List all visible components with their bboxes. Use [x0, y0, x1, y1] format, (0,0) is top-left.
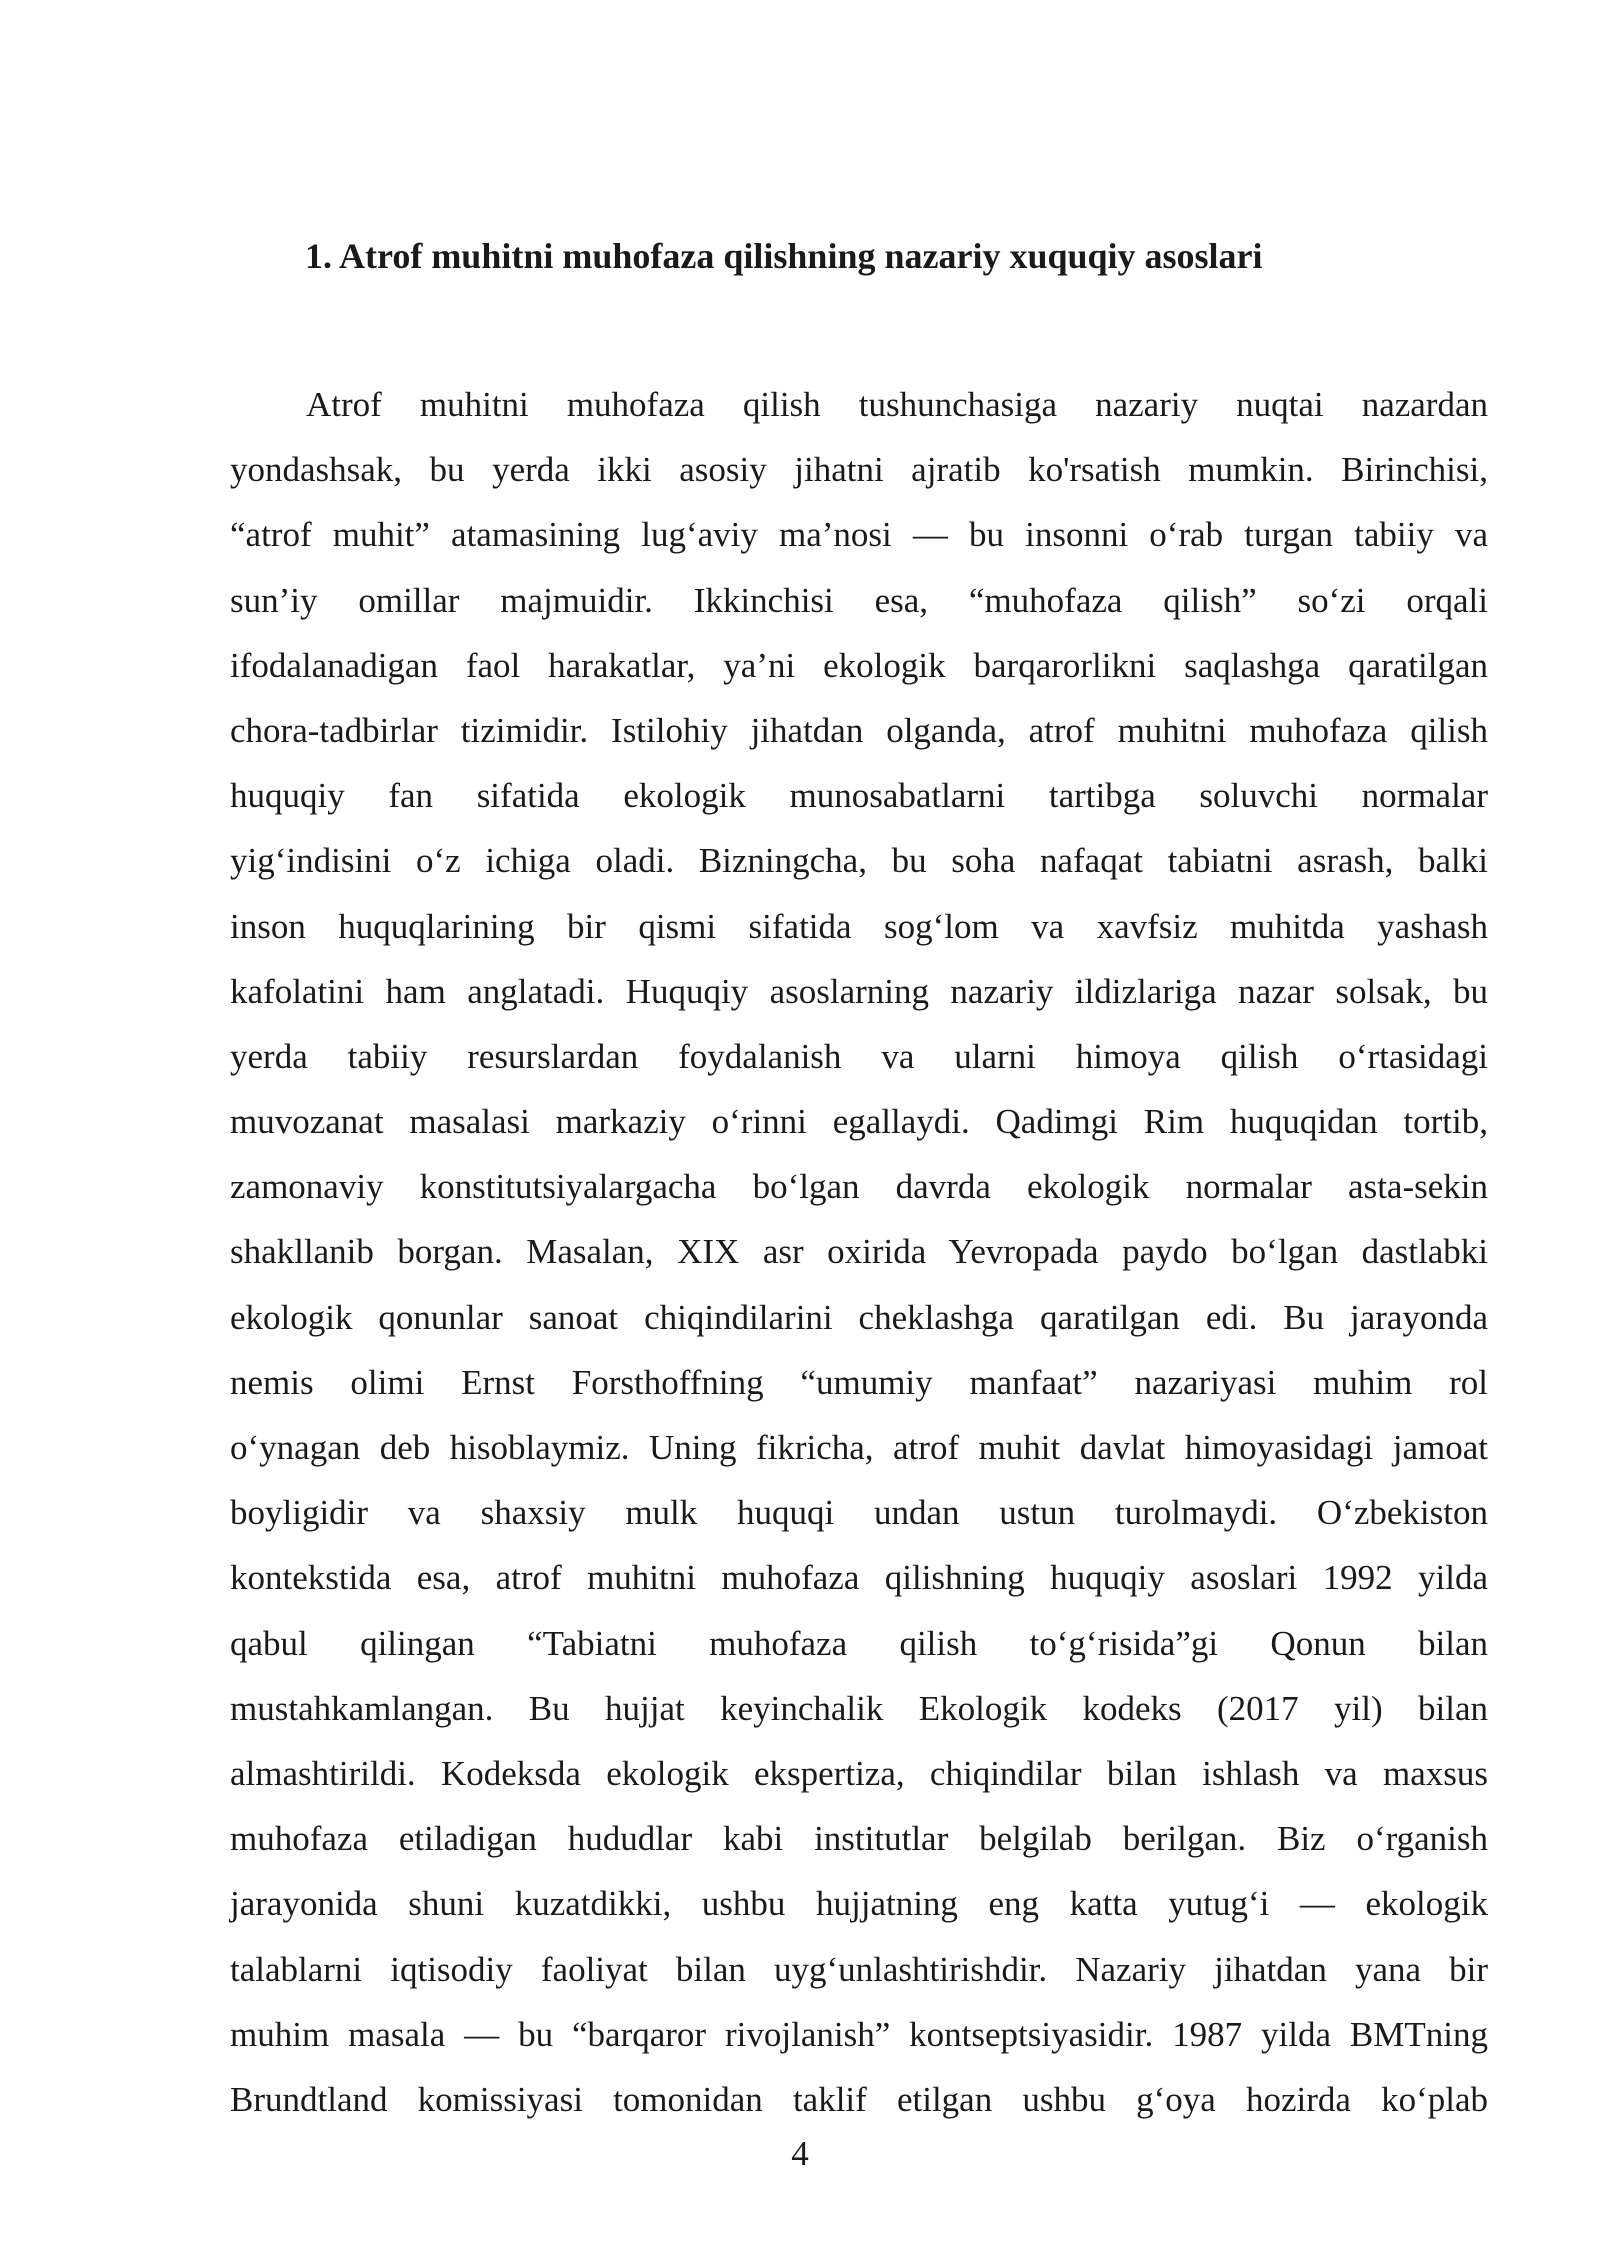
paragraph-line: mustahkamlangan. Bu hujjat keyinchalik Ekologik kodeks (2017 yil) bilan	[230, 1688, 1488, 1728]
paragraph-line: kontekstida esa, atrof muhitni muhofaza qilishning huquqiy asoslari 1992 yilda	[230, 1558, 1488, 1598]
body-paragraph	[230, 380, 1488, 2140]
paragraph-line: muhim masala — bu “barqaror rivojlanish” kontseptsiyasidir. 1987 yilda BMTning	[230, 2014, 1488, 2054]
paragraph-line: muvozanat masalasi markaziy o‘rinni egallaydi. Qadimgi Rim huquqidan tortib,	[230, 1102, 1488, 1142]
paragraph-line: Brundtland komissiyasi tomonidan taklif etilgan ushbu g‘oya hozirda ko‘plab	[230, 2079, 1488, 2119]
paragraph-line: o‘ynagan deb hisoblaymiz. Uning fikricha, atrof muhit davlat himoyasidagi jamoat	[230, 1428, 1488, 1467]
paragraph-line: sun’iy omillar majmuidir. Ikkinchisi esa, “muhofaza qilish” so‘zi orqali	[230, 580, 1488, 620]
paragraph-line: yondashsak, bu yerda ikki asosiy jihatni ajratib ko'rsatish mumkin. Birinchisi,	[230, 450, 1488, 490]
paragraph-line: shakllanib borgan. Masalan, XIX asr oxirida Yevropada paydo bo‘lgan dastlabki	[230, 1232, 1488, 1272]
paragraph-line: chora-tadbirlar tizimidir. Istilohiy jihatdan olganda, atrof muhitni muhofaza qilish	[230, 710, 1488, 750]
paragraph-line: jarayonida shuni kuzatdikki, ushbu hujjatning eng katta yutug‘i — ekologik	[230, 1884, 1488, 1924]
paragraph-line: yerda tabiiy resurslardan foydalanish va ularni himoya qilish o‘rtasidagi	[230, 1036, 1488, 1076]
paragraph-line: almashtirildi. Kodeksda ekologik ekspertiza, chiqindilar bilan ishlash va maxsus	[230, 1753, 1488, 1793]
paragraph-line: huquqiy fan sifatida ekologik munosabatlarni tartibga soluvchi normalar	[230, 776, 1488, 816]
paragraph-line: ekologik qonunlar sanoat chiqindilarini cheklashga qaratilgan edi. Bu jarayonda	[230, 1297, 1488, 1337]
paragraph-line: inson huquqlarining bir qismi sifatida sog‘lom va xavfsiz muhitda yashash	[230, 906, 1488, 946]
paragraph-line: Atrof muhitni muhofaza qilish tushunchasiga nazariy nuqtai nazardan	[306, 385, 1488, 424]
paragraph-line: “atrof muhit” atamasining lug‘aviy ma’nosi — bu insonni o‘rab turgan tabiiy va	[230, 515, 1488, 555]
section-heading: 1. Atrof muhitni muhofaza qilishning nazariy xuquqiy asoslari	[305, 236, 1263, 276]
paragraph-line: boyligidir va shaxsiy mulk huquqi undan ustun turolmaydi. O‘zbekiston	[230, 1493, 1488, 1533]
paragraph-line: nemis olimi Ernst Forsthoffning “umumiy manfaat” nazariyasi muhim rol	[230, 1362, 1488, 1402]
page-number: 4	[791, 2134, 809, 2173]
paragraph-line: yig‘indisini o‘z ichiga oladi. Bizningcha, bu soha nafaqat tabiatni asrash, balki	[230, 841, 1488, 881]
paragraph-line: kafolatini ham anglatadi. Huquqiy asoslarning nazariy ildizlariga nazar solsak, bu	[230, 971, 1488, 1011]
paragraph-line: ifodalanadigan faol harakatlar, ya’ni ekologik barqarorlikni saqlashga qaratilgan	[230, 645, 1488, 685]
paragraph-line: muhofaza etiladigan hududlar kabi institutlar belgilab berilgan. Biz o‘rganish	[230, 1819, 1488, 1859]
paragraph-line: talablarni iqtisodiy faoliyat bilan uyg‘unlashtirishdir. Nazariy jihatdan yana bir	[230, 1949, 1488, 1989]
paragraph-line: qabul qilingan “Tabiatni muhofaza qilish to‘g‘risida”gi Qonun bilan	[230, 1623, 1488, 1663]
paragraph-line: zamonaviy konstitutsiyalargacha bo‘lgan davrda ekologik normalar asta-sekin	[230, 1167, 1488, 1207]
